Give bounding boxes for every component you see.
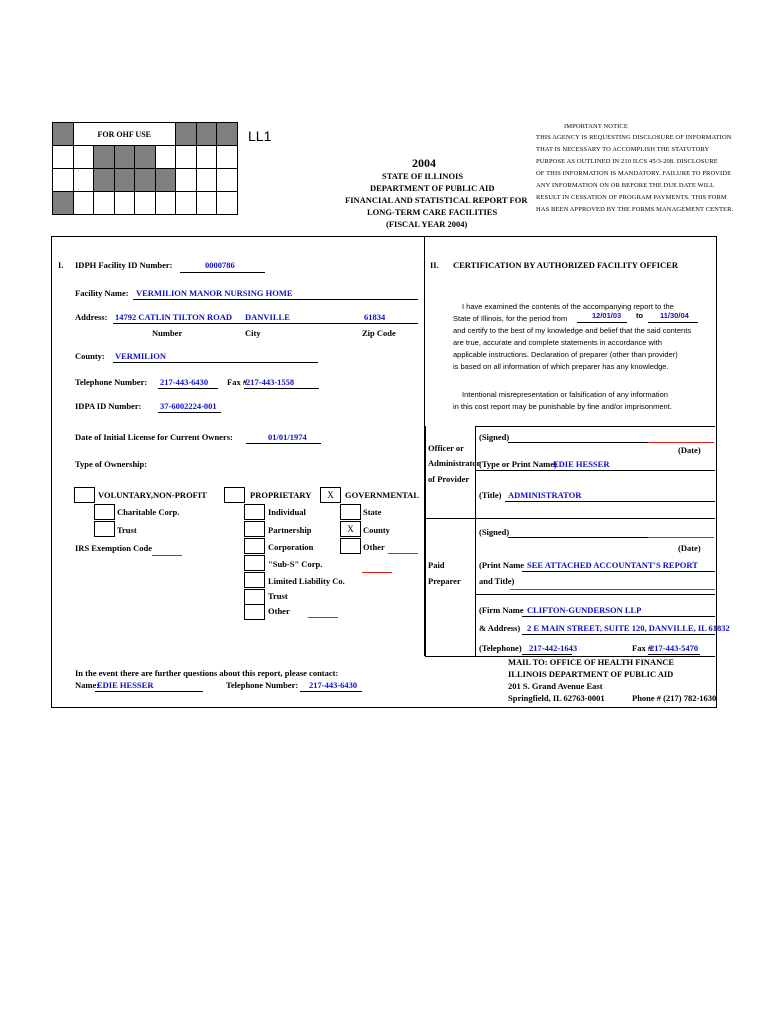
- period-to[interactable]: 11/30/04: [660, 311, 689, 320]
- contact-name-value[interactable]: EDIE HESSER: [97, 680, 154, 690]
- officer-label: of Provider: [428, 474, 470, 484]
- telephone-value[interactable]: 217-443-6430: [160, 377, 209, 387]
- firm-fax-label: Fax #: [632, 643, 653, 653]
- section-divider: [425, 426, 426, 656]
- proprietary-trust-checkbox[interactable]: [244, 589, 265, 605]
- proprietary-label: PROPRIETARY: [250, 490, 312, 500]
- notice-line: PURPOSE AS OUTLINED IN 210 ILCS 45/3-208. DISCLOSURE: [536, 158, 718, 165]
- facility-type: LONG-TERM CARE FACILITIES: [367, 207, 498, 217]
- officer-label: Administrator: [428, 458, 481, 468]
- contact-phone-value[interactable]: 217-443-6430: [309, 680, 358, 690]
- cert-divider: [475, 594, 715, 595]
- cert-text: applicable instructions. Declaration of preparer (other than provider): [453, 350, 678, 359]
- firm-address-label: & Address): [479, 623, 521, 633]
- mail-to-line: 201 S. Grand Avenue East: [508, 681, 603, 691]
- license-label: Date of Initial License for Current Owners:: [75, 432, 233, 442]
- proprietary-other-label: Other: [268, 606, 290, 616]
- county-value[interactable]: VERMILION: [115, 351, 167, 361]
- print-name-label: (Print Name: [479, 560, 525, 570]
- state-name: STATE OF ILLINOIS: [382, 171, 464, 181]
- governmental-label: GOVERNMENTAL: [345, 490, 419, 500]
- mail-to-phone: Phone # (217) 782-1630: [632, 693, 717, 703]
- governmental-other-label: Other: [363, 542, 385, 552]
- notice-title: IMPORTANT NOTICE: [564, 123, 628, 130]
- contact-phone-label: Telephone Number:: [226, 680, 299, 690]
- warning-text: Intentional misrepresentation or falsification of any information: [462, 390, 668, 399]
- notice-line: ANY INFORMATION ON OR BEFORE THE DUE DATE WILL: [536, 182, 715, 189]
- idpa-value[interactable]: 37-6002224-001: [160, 401, 217, 411]
- license-value[interactable]: 01/01/1974: [268, 432, 307, 442]
- report-title: FINANCIAL AND STATISTICAL REPORT FOR: [345, 195, 528, 205]
- cert-divider: [475, 518, 715, 519]
- partnership-label: Partnership: [268, 525, 312, 535]
- notice-line: OF THIS INFORMATION IS MANDATORY. FAILURE TO PROVIDE: [536, 170, 732, 177]
- firm-fax-value[interactable]: 217-443-5470: [650, 643, 699, 653]
- paid-preparer-label: Preparer: [428, 576, 461, 586]
- mail-to-line: Springfield, IL 62763-0001: [508, 693, 605, 703]
- idpa-label: IDPA ID Number:: [75, 401, 142, 411]
- fiscal-year: (FISCAL YEAR 2004): [386, 219, 468, 229]
- mail-to-line: ILLINOIS DEPARTMENT OF PUBLIC AID: [508, 669, 674, 679]
- cert-text: State of Illinois, for the period from: [453, 314, 568, 323]
- firm-name-value[interactable]: CLIFTON-GUNDERSON LLP: [527, 605, 642, 615]
- notice-line: THIS AGENCY IS REQUESTING DISCLOSURE OF INFORMATION: [536, 134, 732, 141]
- subs-checkbox[interactable]: [244, 555, 265, 571]
- voluntary-checkbox[interactable]: [74, 487, 95, 503]
- charitable-label: Charitable Corp.: [117, 507, 180, 517]
- certification-title: CERTIFICATION BY AUTHORIZED FACILITY OFFICER: [453, 260, 678, 270]
- cert-divider: [475, 426, 715, 427]
- ownership-label: Type of Ownership:: [75, 459, 148, 469]
- facility-id-label: IDPH Facility ID Number:: [75, 260, 173, 270]
- date-label: (Date): [678, 445, 701, 455]
- print-title-label: and Title): [479, 576, 515, 586]
- section-ii-numeral: II.: [430, 260, 439, 270]
- print-name-label: (Type or Print Name): [479, 459, 557, 469]
- county-label: County:: [75, 351, 105, 361]
- facility-name-label: Facility Name:: [75, 288, 129, 298]
- form-code: LL1: [248, 128, 272, 144]
- address-label: Address:: [75, 312, 108, 322]
- corporation-label: Corporation: [268, 542, 314, 552]
- facility-name-value[interactable]: VERMILION MANOR NURSING HOME: [136, 288, 293, 298]
- voluntary-label: VOLUNTARY,NON-PROFIT: [98, 490, 207, 500]
- trust-checkbox[interactable]: [94, 521, 115, 537]
- trust-label: Trust: [117, 525, 137, 535]
- corporation-checkbox[interactable]: [244, 538, 265, 554]
- county-option-label: County: [363, 525, 390, 535]
- city-caption: City: [245, 328, 261, 338]
- officer-name-value[interactable]: EDIE HESSER: [553, 459, 610, 469]
- preparer-name-value[interactable]: SEE ATTACHED ACCOUNTANT'S REPORT: [527, 560, 698, 570]
- proprietary-checkbox[interactable]: [224, 487, 245, 503]
- number-caption: Number: [152, 328, 183, 338]
- subs-label: "Sub-S" Corp.: [268, 559, 323, 569]
- officer-divider: [425, 518, 475, 519]
- cert-text: are true, accurate and complete statements in accordance with: [453, 338, 662, 347]
- governmental-other-checkbox[interactable]: [340, 538, 361, 554]
- street-value[interactable]: 14792 CATLIN TILTON ROAD: [115, 312, 233, 322]
- fax-value[interactable]: 217-443-1558: [246, 377, 295, 387]
- period-to-word: to: [636, 311, 644, 320]
- cert-text: I have examined the contents of the accompanying report to the: [462, 302, 674, 311]
- officer-label: Officer or: [428, 443, 464, 453]
- period-from[interactable]: 12/01/03: [592, 311, 622, 320]
- fax-label: Fax #: [227, 377, 248, 387]
- cert-text: is based on all information of which preparer has any knowledge.: [453, 362, 669, 371]
- section-i-numeral: I.: [58, 260, 64, 270]
- signed-label: (Signed): [479, 527, 510, 537]
- date-label: (Date): [678, 543, 701, 553]
- firm-address-value[interactable]: 2 E MAIN STREET, SUITE 120, DANVILLE, IL 61832: [527, 623, 730, 633]
- title-label: (Title): [479, 490, 502, 500]
- zip-value[interactable]: 61834: [364, 312, 386, 322]
- telephone-label: Telephone Number:: [75, 377, 148, 387]
- firm-telephone-value[interactable]: 217-442-1643: [529, 643, 578, 653]
- firm-name-label: (Firm Name: [479, 605, 524, 615]
- cert-text: and certify to the best of my knowledge and belief that the said contents: [453, 326, 692, 335]
- zip-caption: Zip Code: [362, 328, 396, 338]
- state-label: State: [363, 507, 382, 517]
- proprietary-trust-label: Trust: [268, 591, 288, 601]
- county-checkbox[interactable]: X: [340, 521, 361, 537]
- mail-to-line: MAIL TO: OFFICE OF HEALTH FINANCE: [508, 657, 675, 667]
- individual-checkbox[interactable]: [244, 504, 265, 520]
- warning-text: in this cost report may be punishable by fine and/or imprisonment.: [453, 402, 672, 411]
- individual-label: Individual: [268, 507, 306, 517]
- form-year: 2004: [412, 156, 436, 170]
- contact-name-label: Name:: [75, 680, 100, 690]
- notice-line: HAS BEEN APPROVED BY THE FORMS MANAGEMENT CENTER.: [536, 206, 734, 213]
- charitable-checkbox[interactable]: [94, 504, 115, 520]
- signed-label: (Signed): [479, 432, 510, 442]
- notice-line: THAT IS NECESSARY TO ACCOMPLISH THE STATUTORY: [536, 146, 710, 153]
- llc-label: Limited Liability Co.: [268, 576, 345, 586]
- paid-preparer-label: Paid: [428, 560, 445, 570]
- telephone-label: (Telephone): [479, 643, 522, 653]
- irs-label: IRS Exemption Code: [75, 543, 152, 553]
- partnership-checkbox[interactable]: [244, 521, 265, 537]
- contact-instruction: In the event there are further questions about this report, please contact:: [75, 668, 339, 678]
- governmental-checkbox[interactable]: X: [320, 487, 341, 503]
- officer-title-value[interactable]: ADMINISTRATOR: [508, 490, 582, 500]
- facility-id-value[interactable]: 0000786: [205, 260, 235, 270]
- department-name: DEPARTMENT OF PUBLIC AID: [370, 183, 495, 193]
- llc-checkbox[interactable]: [244, 572, 265, 588]
- proprietary-other-checkbox[interactable]: [244, 604, 265, 620]
- ohf-use-label: FOR OHF USE: [73, 123, 176, 146]
- ohf-use-grid: [52, 122, 238, 215]
- state-checkbox[interactable]: [340, 504, 361, 520]
- notice-line: RESULT IN CESSATION OF PROGRAM PAYMENTS. THIS FORM: [536, 194, 727, 201]
- city-value[interactable]: DANVILLE: [245, 312, 290, 322]
